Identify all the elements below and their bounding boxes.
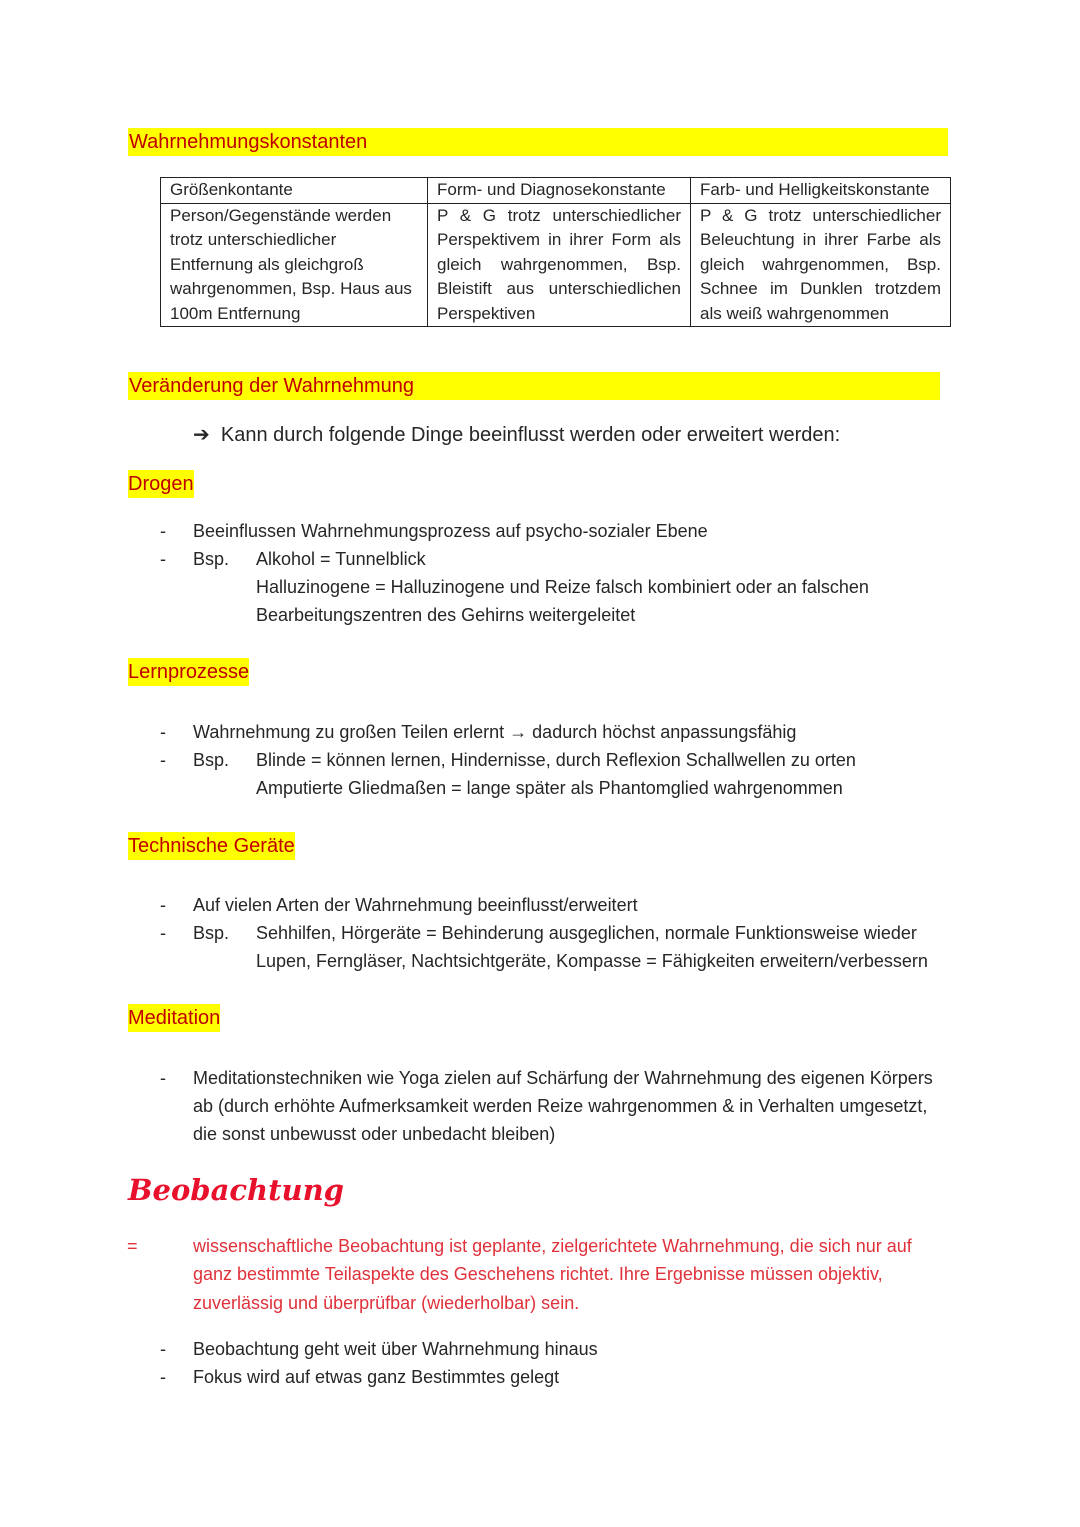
beobachtung-bullet-2: Fokus wird auf etwas ganz Bestimmtes gelegt xyxy=(193,1367,560,1387)
bullet-dash: - xyxy=(160,750,166,770)
konstanten-table xyxy=(160,177,951,327)
meditation-line-3: die sonst unbewusst oder unbedacht bleiben) xyxy=(193,1124,556,1144)
lern-bullet-1: Wahrnehmung zu großen Teilen erlernt → dadurch höchst anpassungsfähig xyxy=(193,722,797,742)
veraenderung-intro: Kann durch folgende Dinge beeinflusst werden oder erweitert werden: xyxy=(220,424,841,446)
meditation-line-2: ab (durch erhöhte Aufmerksamkeit werden Reize wahrgenommen & in Verhalten umgesetzt, xyxy=(193,1096,928,1116)
veraenderung-intro-line xyxy=(193,421,840,449)
definition-equals: = xyxy=(127,1236,138,1256)
table-header-form: Form- und Diagnosekonstante xyxy=(428,178,691,204)
beobachtung-definition-3: zuverlässig und überprüfbar (wiederholbar) sein. xyxy=(193,1293,580,1313)
technik-bsp-label: Bsp. xyxy=(193,923,230,943)
table-cell-groesse: Person/Gegenstände werden trotz unterschiedlicher Entfernung als gleichgroß wahrgenommen, Bsp. Haus aus 100m Entfernung xyxy=(161,203,428,327)
drogen-example-2: Halluzinogene = Halluzinogene und Reize falsch kombiniert oder an falschen xyxy=(256,577,869,597)
lern-example-2: Amputierte Gliedmaßen = lange später als Phantomglied wahrgenommen xyxy=(256,778,843,798)
beobachtung-bullet-1: Beobachtung geht weit über Wahrnehmung hinaus xyxy=(193,1339,598,1359)
drogen-bullet-1: Beeinflussen Wahrnehmungsprozess auf psycho-sozialer Ebene xyxy=(193,521,708,541)
heading-veraenderung: Veränderung der Wahrnehmung xyxy=(129,375,414,397)
table-cell-farbe: P & G trotz unterschiedlicher Beleuchtung in ihrer Farbe als gleich wahrgenommen, Bsp. Schnee im Dunklen trotzdem als weiß wahrgenommen xyxy=(691,203,951,327)
bullet-dash: - xyxy=(160,1367,166,1387)
bullet-dash: - xyxy=(160,923,166,943)
heading-technische-geraete: Technische Geräte xyxy=(128,832,295,860)
arrow-icon: ➔ xyxy=(193,424,210,446)
bullet-dash: - xyxy=(160,1068,166,1088)
bullet-dash: - xyxy=(160,549,166,569)
heading-drogen: Drogen xyxy=(128,470,194,498)
drogen-example-1: Alkohol = Tunnelblick xyxy=(256,549,426,569)
meditation-line-1: Meditationstechniken wie Yoga zielen auf Schärfung der Wahrnehmung des eigenen Körpers xyxy=(193,1068,933,1088)
heading-konstanten-highlight xyxy=(128,128,948,156)
table-header-groesse: Größenkontante xyxy=(161,178,428,204)
technik-bullet-1: Auf vielen Arten der Wahrnehmung beeinflusst/erweitert xyxy=(193,895,638,915)
heading-beobachtung: Beobachtung xyxy=(128,1173,344,1207)
lern-example-1: Blinde = können lernen, Hindernisse, durch Reflexion Schallwellen zu orten xyxy=(256,750,856,770)
table-header-farbe: Farb- und Helligkeitskonstante xyxy=(691,178,951,204)
heading-veraenderung-highlight xyxy=(128,372,940,400)
lern-bsp-label: Bsp. xyxy=(193,750,230,770)
technik-example-2: Lupen, Ferngläser, Nachtsichtgeräte, Kompasse = Fähigkeiten erweitern/verbessern xyxy=(256,951,928,971)
beobachtung-definition-2: ganz bestimmte Teilaspekte des Geschehens richtet. Ihre Ergebnisse müssen objektiv, xyxy=(193,1264,883,1284)
bullet-dash: - xyxy=(160,895,166,915)
table-cell-form: P & G trotz unterschiedlicher Perspektivem in ihrer Form als gleich wahrgenommen, Bsp. Bleistift aus unterschiedlichen Perspektiven xyxy=(428,203,691,327)
technik-example-1: Sehhilfen, Hörgeräte = Behinderung ausgeglichen, normale Funktionsweise wieder xyxy=(256,923,917,943)
bullet-dash: - xyxy=(160,521,166,541)
heading-meditation: Meditation xyxy=(128,1004,220,1032)
bullet-dash: - xyxy=(160,722,166,742)
heading-lernprozesse: Lernprozesse xyxy=(128,658,249,686)
bullet-dash: - xyxy=(160,1339,166,1359)
beobachtung-definition-1: wissenschaftliche Beobachtung ist geplante, zielgerichtete Wahrnehmung, die sich nur auf xyxy=(193,1236,912,1256)
drogen-example-3: Bearbeitungszentren des Gehirns weitergeleitet xyxy=(256,605,636,625)
heading-konstanten: Wahrnehmungskonstanten xyxy=(129,131,368,153)
drogen-bsp-label: Bsp. xyxy=(193,549,230,569)
